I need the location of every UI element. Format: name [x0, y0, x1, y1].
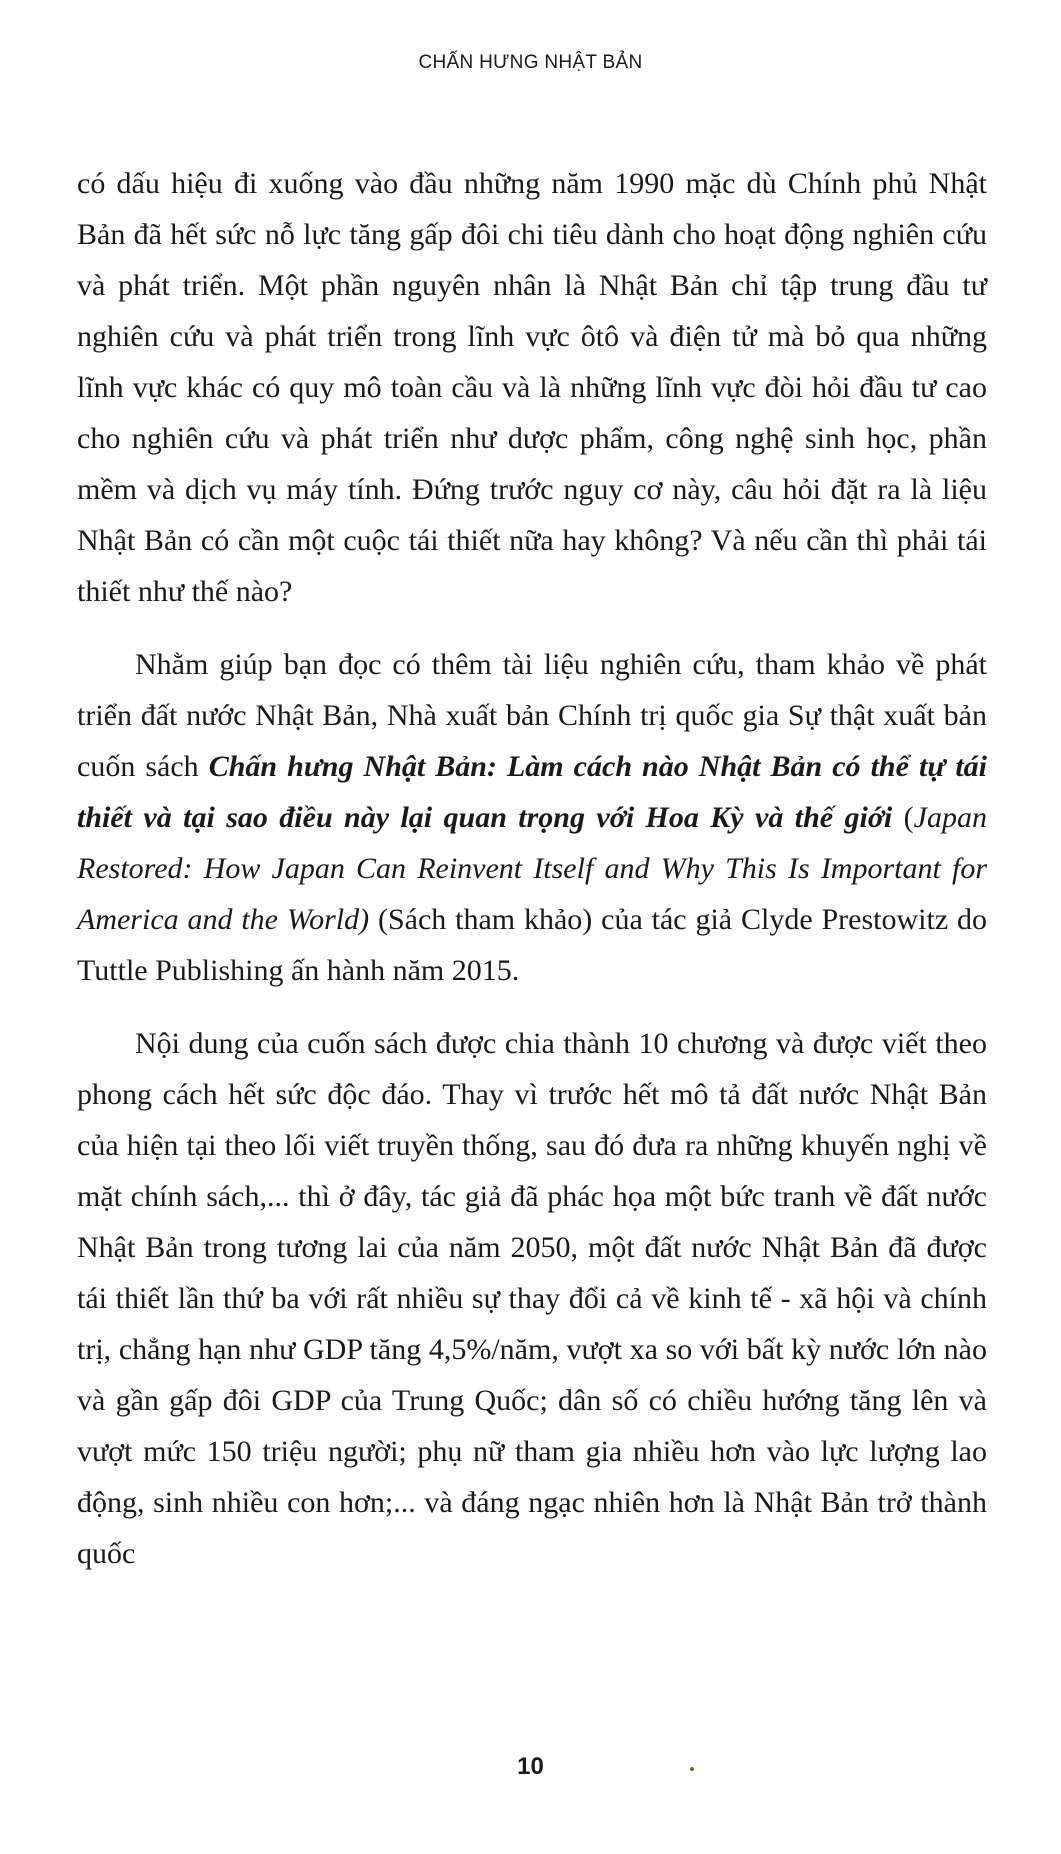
print-speck [690, 1767, 694, 1771]
paragraph-2-open-paren: ( [892, 801, 914, 834]
paragraph-1: có dấu hiệu đi xuống vào đầu những năm 1990 mặc dù Chính phủ Nhật Bản đã hết sức nỗ lực tăng gấp đôi chi tiêu dành cho hoạt động nghiên cứu và phát triển. Một phần nguyên nhân là Nhật Bản chỉ tập trung đầu tư nghiên cứu và phát triển trong lĩnh vực ôtô và điện tử mà bỏ qua những lĩnh vực khác có quy mô toàn cầu và là những lĩnh vực đòi hỏi đầu tư cao cho nghiên cứu và phát triển như dược phẩm, công nghệ sinh học, phần mềm và dịch vụ máy tính. Đứng trước nguy cơ này, câu hỏi đặt ra là liệu Nhật Bản có cần một cuộc tái thiết nữa hay không? Và nếu cần thì phải tái thiết như thế nào? [77, 167, 987, 608]
book-title-vietnamese: Chấn hưng Nhật Bản: Làm cách nào Nhật Bản có thể tự tái thiết và tại sao điều này lại quan trọng với Hoa Kỳ và thế giới [77, 750, 987, 834]
paragraph-2-intro: Nhằm giúp bạn đọc có thêm tài liệu nghiên cứu, tham khảo về phát triển đất nước Nhật Bản, Nhà xuất bản Chính trị quốc gia Sự thật xuất bản cuốn sách [77, 648, 987, 783]
page-number: 10 [517, 1753, 544, 1780]
paragraph-3: Nội dung của cuốn sách được chia thành 10 chương và được viết theo phong cách hết sức độc đáo. Thay vì trước hết mô tả đất nước Nhật Bản của hiện tại theo lối viết truyền thống, sau đó đưa ra những khuyến nghị về mặt chính sách,... thì ở đây, tác giả đã phác họa một bức tranh về đất nước Nhật Bản trong tương lai của năm 2050, một đất nước Nhật Bản đã được tái thiết lần thứ ba với rất nhiều sự thay đổi cả về kinh tế - xã hội và chính trị, chẳng hạn như GDP tăng 4,5%/năm, vượt xa so với bất kỳ nước lớn nào và gần gấp đôi GDP của Trung Quốc; dân số có chiều hướng tăng lên và vượt mức 150 triệu người; phụ nữ tham gia nhiều hơn vào lực lượng lao động, sinh nhiều con hơn;... và đáng ngạc nhiên hơn là Nhật Bản trở thành quốc [77, 1027, 987, 1570]
paragraph-2 [77, 639, 987, 996]
body-text [77, 158, 987, 1601]
book-title-english: Japan Restored: How Japan Can Reinvent Itself and Why This Is Important for America and the World) [77, 801, 987, 936]
paragraph-2-outro: (Sách tham khảo) của tác giả Clyde Prestowitz do Tuttle Publishing ấn hành năm 2015. [77, 903, 987, 987]
running-header: CHẤN HƯNG NHẬT BẢN [418, 52, 643, 73]
